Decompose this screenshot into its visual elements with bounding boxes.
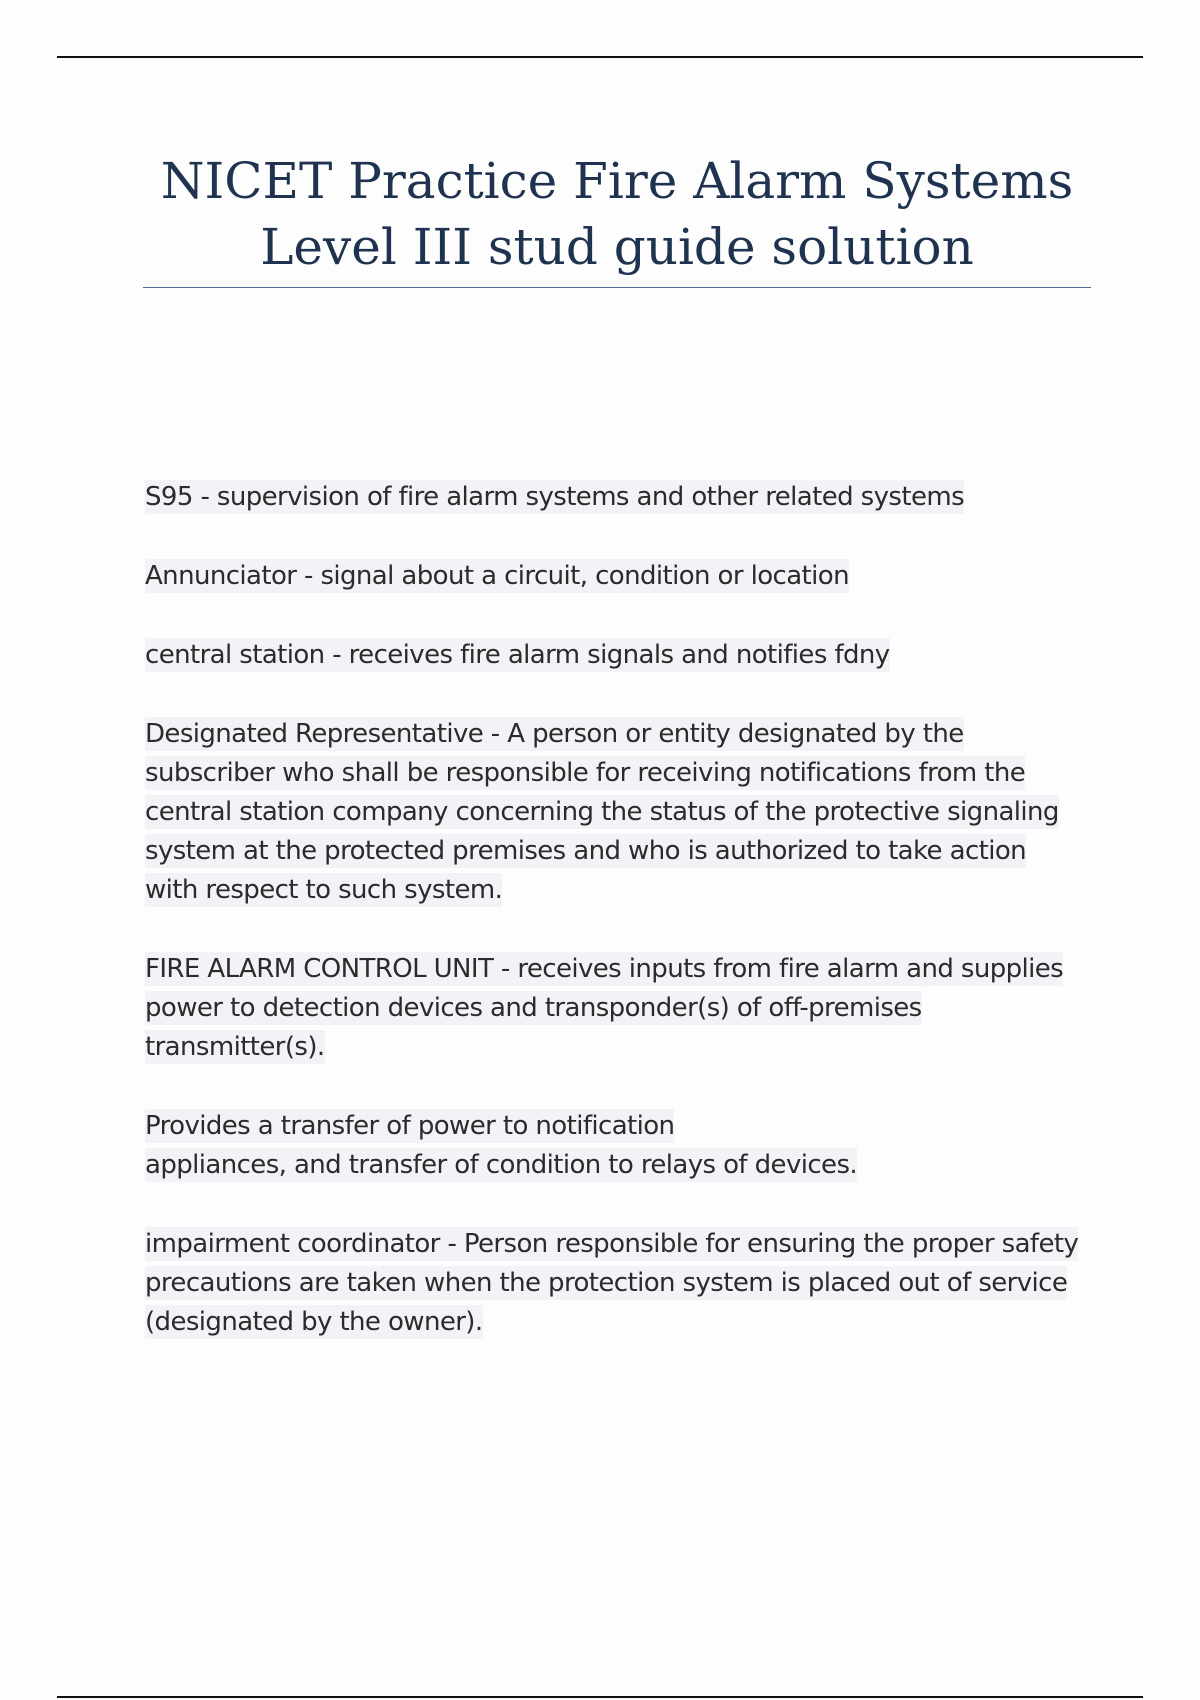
entry-line: appliances, and transfer of condition to relays of devices. [145,1150,858,1180]
entry-line: Provides a transfer of power to notification [145,1111,675,1141]
entry-line: power to detection devices and transponder(s) of off-premises transmitter(s). [145,993,922,1062]
title-line-2: Level III stud guide solution [260,218,974,276]
entry-designated-representative [145,715,1085,910]
entry-text: central station - receives fire alarm signals and notifies fdny [145,640,890,670]
entry-line: FIRE ALARM CONTROL UNIT - receives inputs from fire alarm and supplies [145,954,1064,984]
entry-annunciator [145,557,1085,596]
entry-text: impairment coordinator - Person responsible for ensuring the proper safety precautions are taken when the protection system is placed out of service (designated by the owner). [145,1229,1079,1337]
entry-text: S95 - supervision of fire alarm systems and other related systems [145,482,965,512]
entry-fire-alarm-control-unit [145,950,1085,1067]
title-underline [143,287,1091,288]
entry-impairment-coordinator [145,1225,1085,1342]
entry-transfer-of-power [145,1107,1085,1185]
entry-text: Designated Representative - A person or entity designated by the subscriber who shall be responsible for receiving notifications from the central station company concerning the status of the protective signaling system at the protected premises and who is authorized to take action with respect to such system. [145,719,1059,905]
entry-text: Annunciator - signal about a circuit, condition or location [145,561,849,591]
page-bottom-rule [57,1696,1143,1698]
title-line-1: NICET Practice Fire Alarm Systems [160,152,1074,210]
entry-s95 [145,478,1085,517]
page-top-rule [57,56,1143,58]
document-body [145,478,1085,1382]
entry-central-station [145,636,1085,675]
document-title [143,148,1091,280]
